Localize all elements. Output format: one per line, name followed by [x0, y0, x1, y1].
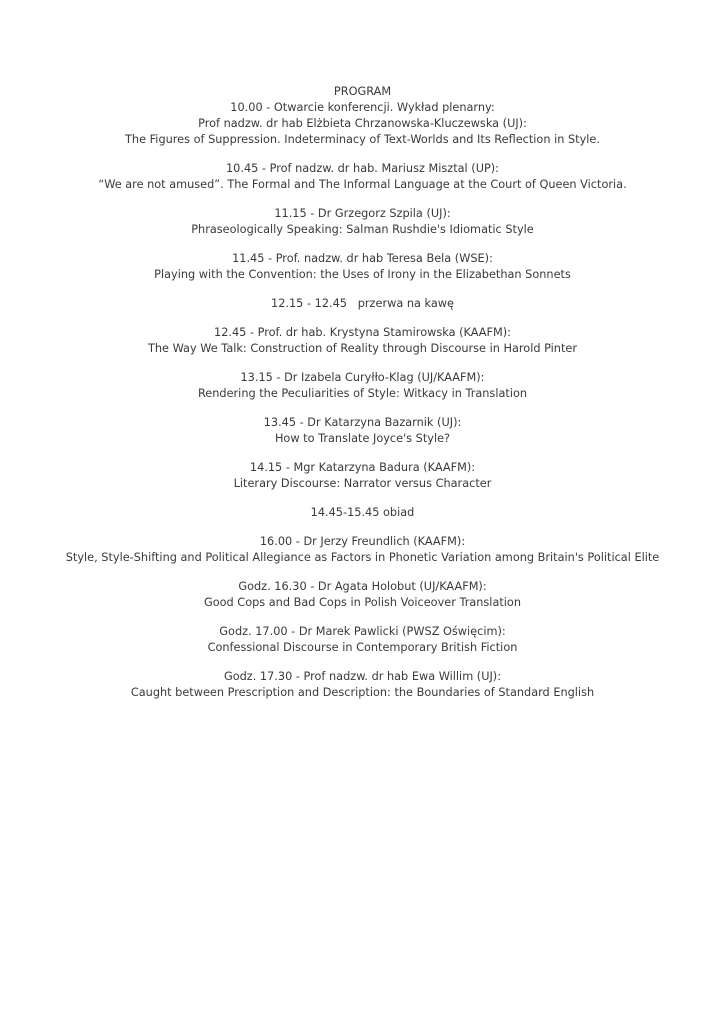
program-block	[80, 669, 645, 701]
program-block	[80, 460, 645, 492]
session-speaker-line: 11.45 - Prof. nadzw. dr hab Teresa Bela (WSE):	[232, 252, 493, 265]
page-title: PROGRAM	[333, 85, 392, 98]
session-talk-title: Caught between Prescription and Description: the Boundaries of Standard English	[130, 686, 595, 699]
session-speaker-line: 16.00 - Dr Jerzy Freundlich (KAAFM):	[259, 535, 466, 548]
session-speaker-line: 13.15 - Dr Izabela Curyłło-Klag (UJ/KAAFM):	[240, 371, 485, 384]
program-block	[80, 206, 645, 238]
session-speaker-line: Godz. 17.30 - Prof nadzw. dr hab Ewa Willim (UJ):	[223, 670, 502, 683]
session-speaker-line: 12.45 - Prof. dr hab. Krystyna Stamirowska (KAAFM):	[214, 326, 511, 339]
program-document	[65, 84, 660, 714]
session-speaker-line: Godz. 16.30 - Dr Agata Holobut (UJ/KAAFM):	[238, 580, 487, 593]
session-talk-title: Good Cops and Bad Cops in Polish Voiceover Translation	[203, 596, 522, 609]
session-talk-title: Playing with the Convention: the Uses of Irony in the Elizabethan Sonnets	[154, 268, 571, 281]
session-time-line: 10.00 - Otwarcie konferencji. Wykład plenarny:	[230, 101, 495, 114]
program-block	[80, 251, 645, 283]
session-talk-title: Phraseologically Speaking: Salman Rushdie's Idiomatic Style	[191, 223, 534, 236]
coffee-break-line: 12.15 - 12.45 przerwa na kawę	[271, 297, 454, 310]
lunch-break-line: 14.45-15.45 obiad	[310, 506, 415, 519]
program-block	[80, 325, 645, 357]
session-speaker-line: 11.15 - Dr Grzegorz Szpila (UJ):	[274, 207, 451, 220]
session-talk-title: Confessional Discourse in Contemporary British Fiction	[207, 641, 518, 654]
session-speaker-line: 10.45 - Prof nadzw. dr hab. Mariusz Misztal (UP):	[225, 162, 499, 175]
program-block-opening	[80, 84, 645, 148]
session-talk-title: Literary Discourse: Narrator versus Character	[233, 477, 492, 490]
session-speaker-line: 13.45 - Dr Katarzyna Bazarnik (UJ):	[263, 416, 462, 429]
program-break	[80, 296, 645, 312]
session-talk-title: The Figures of Suppression. Indeterminacy of Text-Worlds and Its Reflection in Style.	[125, 133, 600, 146]
session-speaker-line: Prof nadzw. dr hab Elżbieta Chrzanowska-Kluczewska (UJ):	[198, 117, 527, 130]
program-block	[80, 579, 645, 611]
session-speaker-line: 14.15 - Mgr Katarzyna Badura (KAAFM):	[249, 461, 476, 474]
program-block	[80, 415, 645, 447]
program-block	[80, 624, 645, 656]
session-talk-title: The Way We Talk: Construction of Reality through Discourse in Harold Pinter	[148, 342, 577, 355]
session-speaker-line: Godz. 17.00 - Dr Marek Pawlicki (PWSZ Oświęcim):	[219, 625, 506, 638]
session-talk-title: Style, Style-Shifting and Political Allegiance as Factors in Phonetic Variation among Britain's Political Elite	[65, 551, 660, 564]
program-block	[80, 161, 645, 193]
program-block	[65, 534, 660, 566]
session-talk-title: How to Translate Joyce's Style?	[274, 432, 451, 445]
session-talk-title: “We are not amused”. The Formal and The Informal Language at the Court of Queen Victoria.	[98, 178, 627, 191]
program-break	[80, 505, 645, 521]
program-block	[80, 370, 645, 402]
session-talk-title: Rendering the Peculiarities of Style: Witkacy in Translation	[197, 387, 528, 400]
